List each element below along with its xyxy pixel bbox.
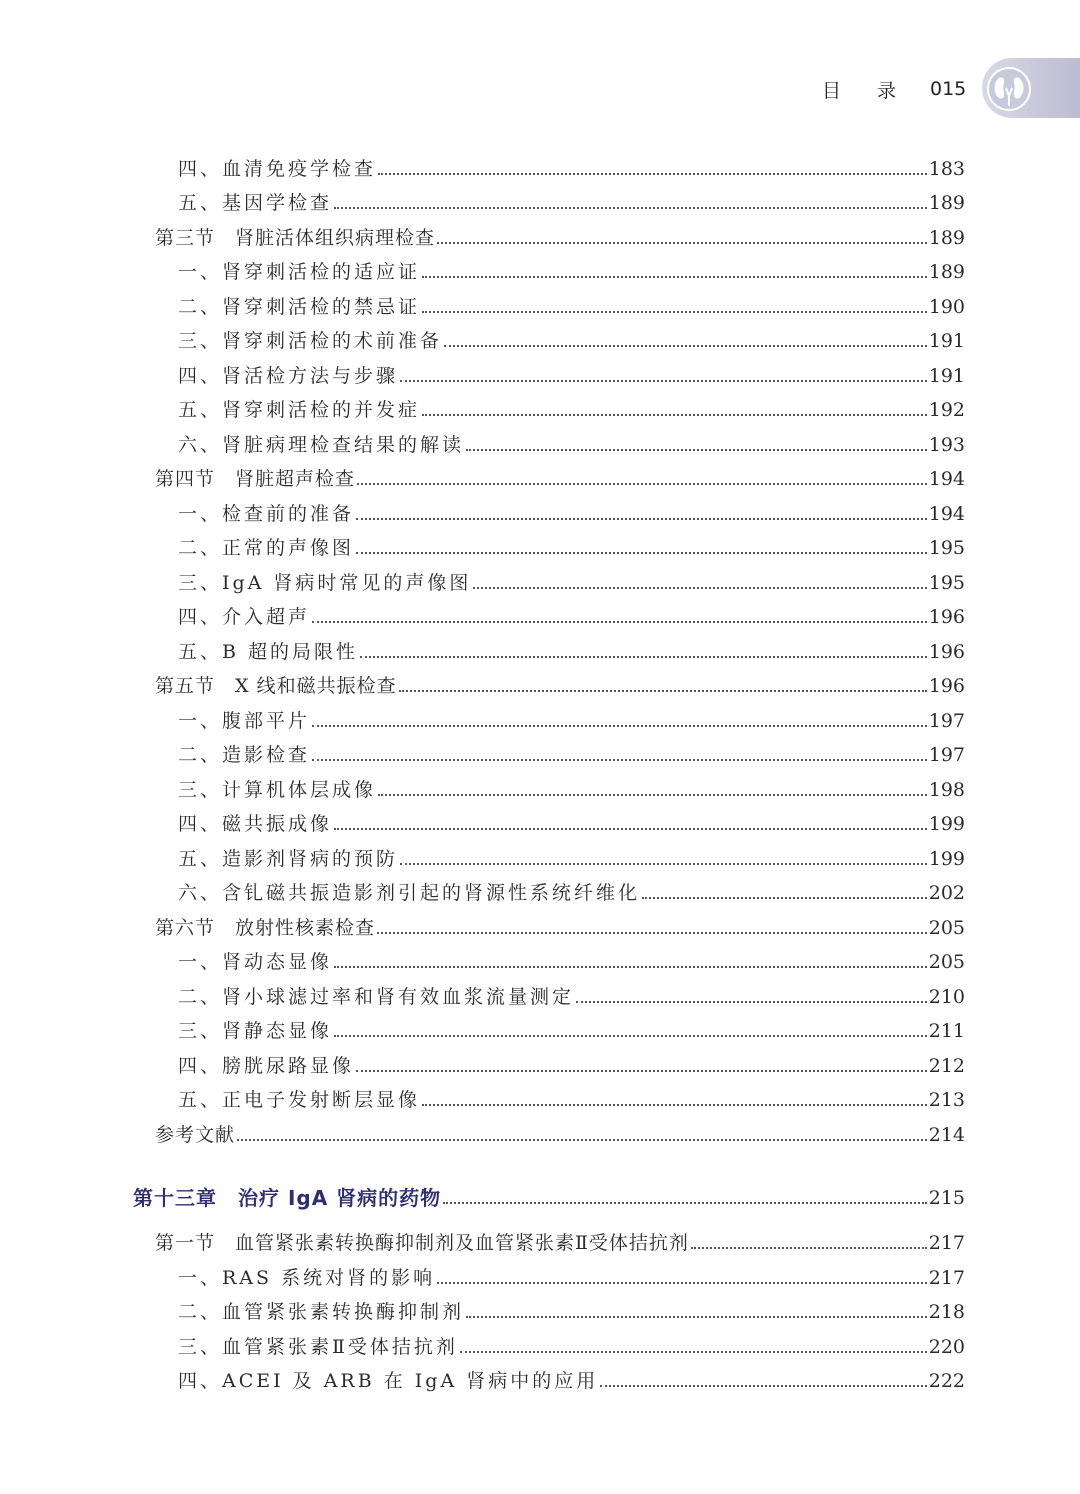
toc-entry-page: 220 <box>928 1336 965 1358</box>
toc-item <box>178 979 965 1009</box>
dot-leader <box>473 586 926 589</box>
toc-entry-page: 217 <box>928 1267 965 1289</box>
toc-entry-title: 五、基因学检查 <box>178 192 333 214</box>
toc-item <box>178 1363 965 1393</box>
toc-entry-title: 一、RAS 系统对肾的影响 <box>178 1267 436 1289</box>
toc-entry-page: 194 <box>928 468 965 490</box>
toc-section <box>155 1225 965 1255</box>
toc-item <box>178 1013 965 1043</box>
toc-item <box>178 323 965 353</box>
dot-leader <box>422 275 927 278</box>
toc-item <box>178 1329 965 1359</box>
toc-entry-title: 六、肾脏病理检查结果的解读 <box>178 434 465 456</box>
toc-entry-title: 四、ACEI 及 ARB 在 IgA 肾病中的应用 <box>178 1370 599 1392</box>
toc-entry-page: 194 <box>928 503 965 525</box>
toc-entry-title: 第五节 X 线和磁共振检查 <box>155 675 397 697</box>
toc-entry-title: 三、肾静态显像 <box>178 1020 333 1042</box>
toc-item <box>178 427 965 457</box>
page-header <box>0 74 1080 108</box>
toc-entry-page: 199 <box>928 813 965 835</box>
toc-entry-page: 193 <box>928 434 965 456</box>
toc-item <box>178 944 965 974</box>
toc-entry-title: 六、含钆磁共振造影剂引起的肾源性系统纤维化 <box>178 882 641 904</box>
toc-item <box>178 703 965 733</box>
toc-entry-title: 五、B 超的局限性 <box>178 641 359 663</box>
toc-item <box>178 1294 965 1324</box>
toc-entry-page: 212 <box>928 1055 965 1077</box>
toc-item <box>178 151 965 181</box>
header-page-number: 015 <box>930 78 967 100</box>
toc-entry-page: 183 <box>928 158 965 180</box>
dot-leader <box>237 1138 927 1141</box>
toc-entry-page: 199 <box>928 848 965 870</box>
toc-item <box>178 1048 965 1078</box>
toc-entry-title: 五、肾穿刺活检的并发症 <box>178 399 421 421</box>
toc-entry-page: 205 <box>928 917 965 939</box>
dot-leader <box>334 1034 927 1037</box>
toc-entry-title: 三、肾穿刺活检的术前准备 <box>178 330 443 352</box>
toc-entry-page: 202 <box>928 882 965 904</box>
dot-leader <box>312 724 927 727</box>
toc-item <box>178 496 965 526</box>
dot-leader <box>466 448 927 451</box>
toc-item <box>178 806 965 836</box>
dot-leader <box>443 1201 927 1204</box>
toc-item <box>178 530 965 560</box>
toc-entry-title: 二、正常的声像图 <box>178 537 355 559</box>
toc-entry-page: 191 <box>928 330 965 352</box>
kidney-logo-icon <box>985 66 1033 112</box>
dot-leader <box>400 862 927 865</box>
toc-chapter <box>133 1180 965 1210</box>
toc-entry-title: 三、血管紧张素Ⅱ受体拮抗剂 <box>178 1336 458 1358</box>
toc-entry-page: 213 <box>928 1089 965 1111</box>
toc-entry-title: 二、肾小球滤过率和肾有效血浆流量测定 <box>178 986 575 1008</box>
toc-section <box>155 668 965 698</box>
toc-item <box>178 358 965 388</box>
toc-entry-page: 196 <box>928 606 965 628</box>
toc-entry-page: 211 <box>928 1020 965 1042</box>
toc-entry-title: 一、肾动态显像 <box>178 951 333 973</box>
dot-leader <box>312 620 927 623</box>
dot-leader <box>356 1069 927 1072</box>
toc-entry-page: 215 <box>928 1187 965 1209</box>
toc-entry-page: 217 <box>928 1232 965 1254</box>
toc-entry-page: 210 <box>928 986 965 1008</box>
toc-entry-page: 196 <box>928 641 965 663</box>
dot-leader <box>334 827 927 830</box>
toc-entry-page: 195 <box>928 537 965 559</box>
dot-leader <box>691 1246 927 1249</box>
toc-entry-page: 197 <box>928 744 965 766</box>
toc-item <box>178 254 965 284</box>
toc-entry-title: 一、肾穿刺活检的适应证 <box>178 261 421 283</box>
toc-entry-title: 四、膀胱尿路显像 <box>178 1055 355 1077</box>
dot-leader <box>466 1315 927 1318</box>
dot-leader <box>422 413 927 416</box>
dot-leader <box>576 1000 927 1003</box>
dot-leader <box>312 758 927 761</box>
toc-entry-page: 189 <box>928 192 965 214</box>
toc-item <box>178 737 965 767</box>
toc-entry-title: 第三节 肾脏活体组织病理检查 <box>155 227 436 249</box>
dot-leader <box>360 655 927 658</box>
toc-entry-title: 第一节 血管紧张素转换酶抑制剂及血管紧张素Ⅱ受体拮抗剂 <box>155 1232 689 1254</box>
toc-entry-title: 一、检查前的准备 <box>178 503 355 525</box>
toc-entry-title: 第十三章 治疗 IgA 肾病的药物 <box>133 1186 442 1210</box>
toc-entry-page: 205 <box>928 951 965 973</box>
dot-leader <box>444 344 927 347</box>
dot-leader <box>422 1103 927 1106</box>
dot-leader <box>437 241 927 244</box>
dot-leader <box>378 793 927 796</box>
toc-entry-page: 196 <box>928 675 965 697</box>
toc-item <box>178 841 965 871</box>
dot-leader <box>377 931 927 934</box>
toc-item <box>178 1082 965 1112</box>
toc-section <box>155 910 965 940</box>
dot-leader <box>334 206 927 209</box>
toc-entry-title: 第四节 肾脏超声检查 <box>155 468 356 490</box>
dot-leader <box>378 172 927 175</box>
toc-item <box>178 565 965 595</box>
toc-entry-title: 四、血清免疫学检查 <box>178 158 377 180</box>
toc-entry-title: 参考文献 <box>155 1124 236 1146</box>
toc-item <box>178 875 965 905</box>
dot-leader <box>400 379 927 382</box>
toc-entry-title: 四、肾活检方法与步骤 <box>178 365 399 387</box>
dot-leader <box>357 482 927 485</box>
toc-entry-page: 189 <box>928 227 965 249</box>
toc-entry-title: 二、造影检查 <box>178 744 311 766</box>
toc-entry-page: 190 <box>928 296 965 318</box>
toc-entry-title: 五、正电子发射断层显像 <box>178 1089 421 1111</box>
toc-entry-title: 四、磁共振成像 <box>178 813 333 835</box>
toc-entry-page: 192 <box>928 399 965 421</box>
toc-item <box>178 772 965 802</box>
toc-entry-page: 189 <box>928 261 965 283</box>
toc-entry-title: 五、造影剂肾病的预防 <box>178 848 399 870</box>
toc-entry-page: 222 <box>928 1370 965 1392</box>
toc-entry-title: 一、腹部平片 <box>178 710 311 732</box>
dot-leader <box>600 1384 927 1387</box>
toc-entry-page: 214 <box>928 1124 965 1146</box>
toc-entry-title: 二、肾穿刺活检的禁忌证 <box>178 296 421 318</box>
toc-section <box>155 220 965 250</box>
toc-entry-page: 197 <box>928 710 965 732</box>
header-title: 目录 <box>822 80 933 102</box>
toc-entry-title: 三、计算机体层成像 <box>178 779 377 801</box>
dot-leader <box>437 1281 927 1284</box>
toc-item <box>178 289 965 319</box>
toc-section <box>155 1117 965 1147</box>
toc-entry-page: 218 <box>928 1301 965 1323</box>
toc-item <box>178 1260 965 1290</box>
toc-item <box>178 599 965 629</box>
dot-leader <box>460 1350 927 1353</box>
dot-leader <box>334 965 927 968</box>
dot-leader <box>422 310 927 313</box>
toc-entry-page: 198 <box>928 779 965 801</box>
toc-section <box>155 461 965 491</box>
toc-entry-page: 195 <box>928 572 965 594</box>
toc-entry-title: 二、血管紧张素转换酶抑制剂 <box>178 1301 465 1323</box>
dot-leader <box>642 896 927 899</box>
toc-entry-title: 第六节 放射性核素检查 <box>155 917 376 939</box>
dot-leader <box>399 689 927 692</box>
dot-leader <box>356 551 927 554</box>
dot-leader <box>356 517 927 520</box>
toc-entry-page: 191 <box>928 365 965 387</box>
toc-item <box>178 392 965 422</box>
toc-item <box>178 634 965 664</box>
toc-item <box>178 185 965 215</box>
toc-entry-title: 三、IgA 肾病时常见的声像图 <box>178 572 472 594</box>
toc-entry-title: 四、介入超声 <box>178 606 311 628</box>
